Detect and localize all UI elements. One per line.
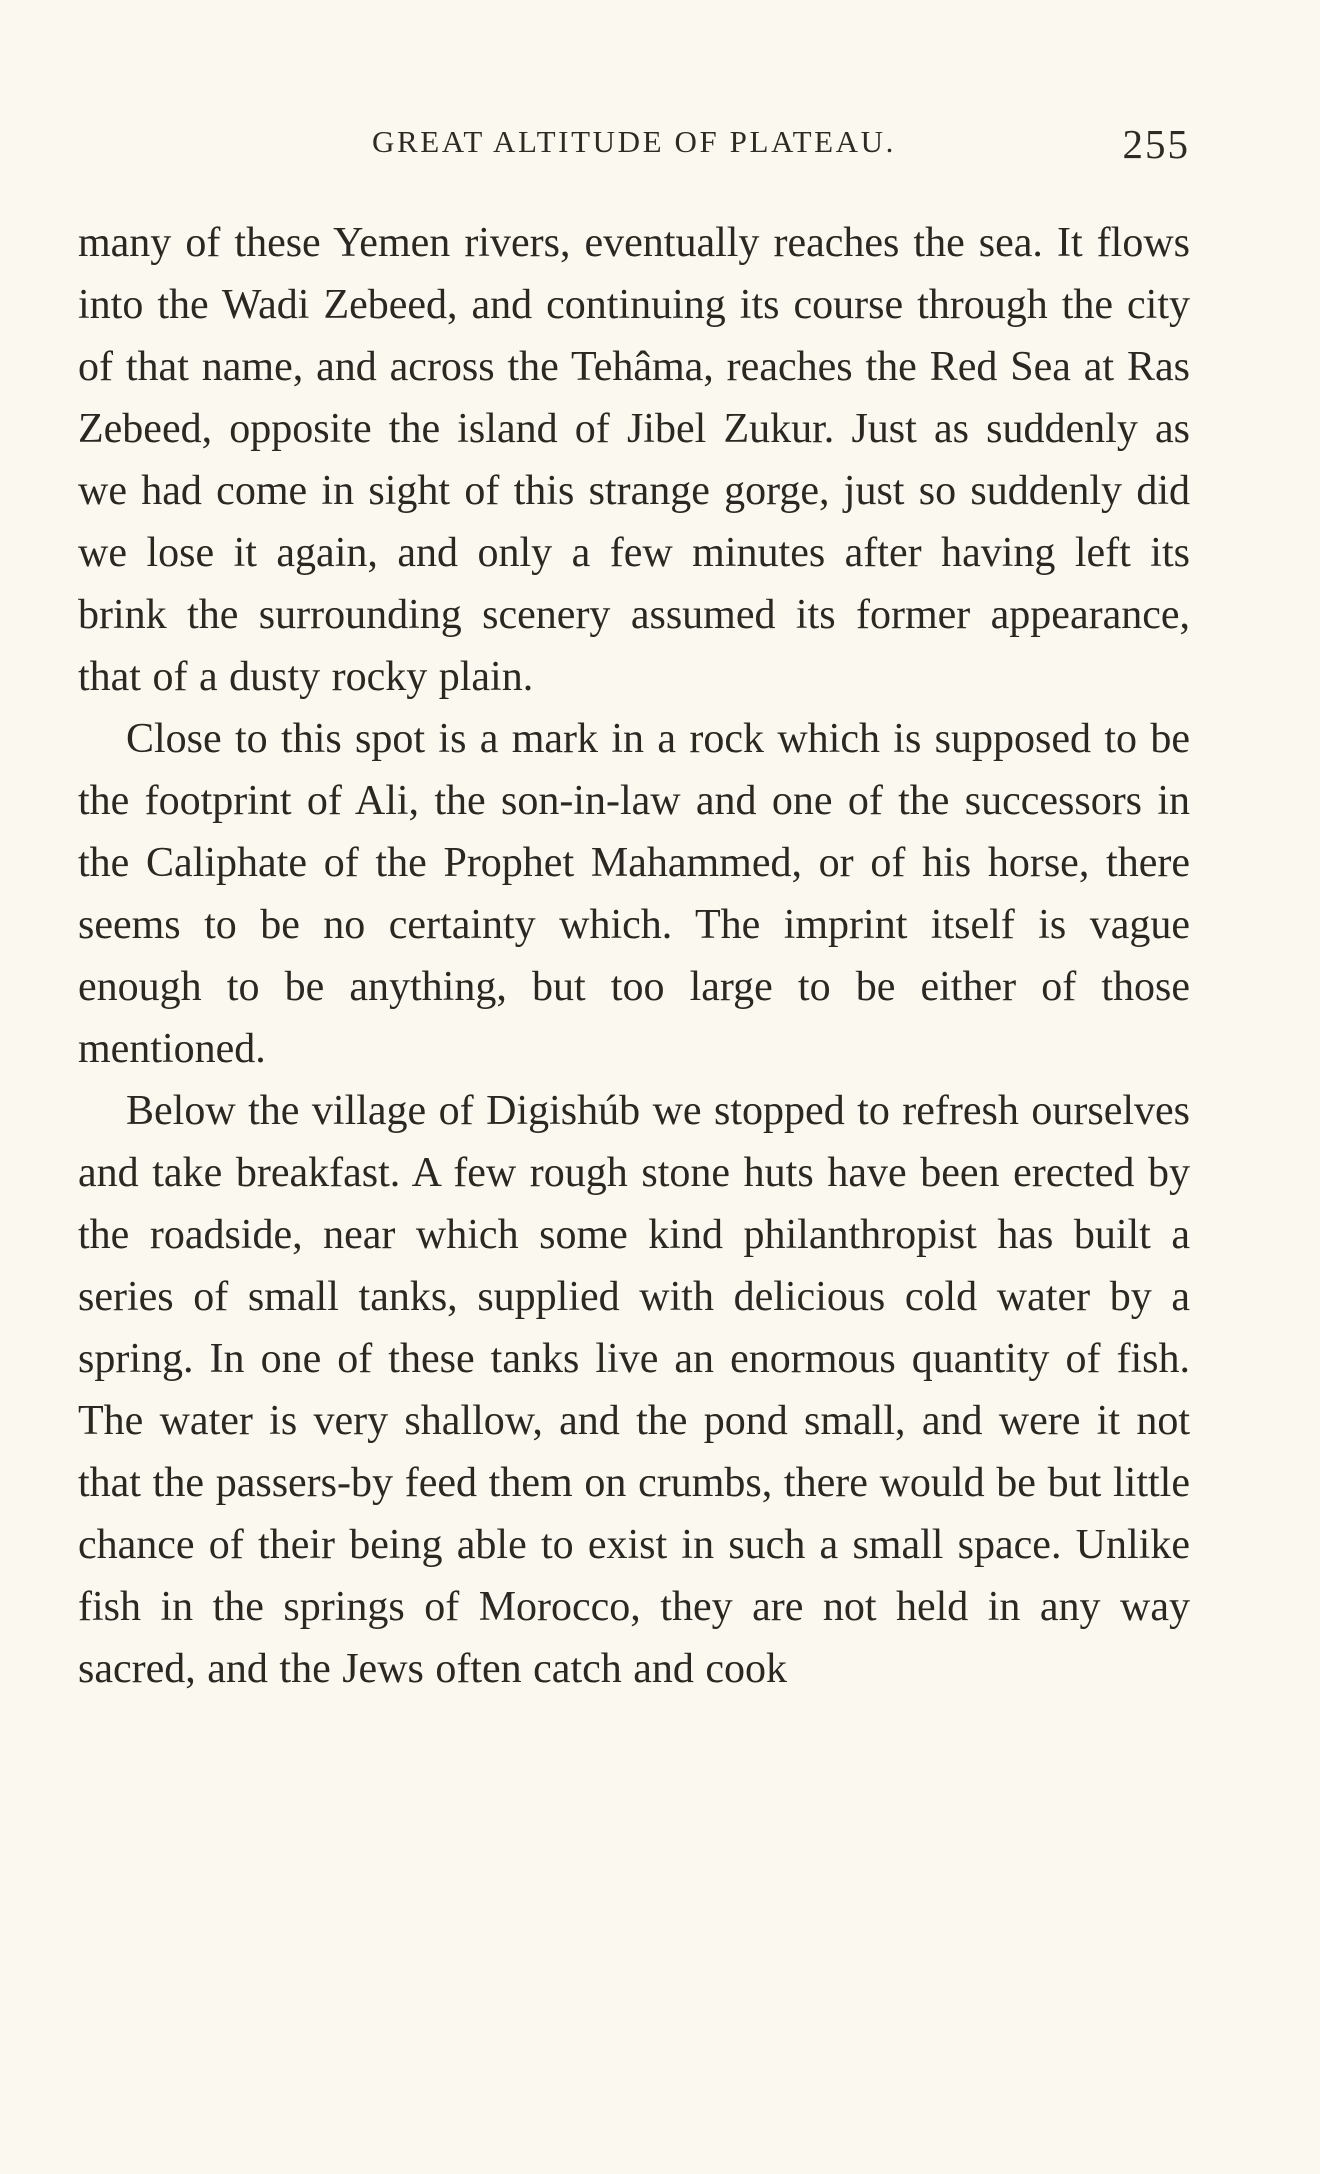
running-title: GREAT ALTITUDE OF PLATEAU. — [371, 124, 896, 159]
body-text — [78, 212, 1190, 1700]
paragraph-footprint-of-ali: Close to this spot is a mark in a rock which is supposed to be the footprint of Ali, the son-in-law and one of the successors in the Caliphate of the Prophet Mahammed, or of his horse, there seems to be no certainty which. The imprint itself is vague enough to be anything, but too large to be either of those mentioned. — [78, 716, 1190, 1072]
paragraph-digishub-fish-tanks: Below the village of Digishúb we stopped to refresh ourselves and take breakfast. A few rough stone huts have been erected by the roadside, near which some kind philanthropist has built a series of small tanks, supplied with delicious cold water by a spring. In one of these tanks live an enormous quantity of fish. The water is very shallow, and the pond small, and were it not that the passers-by feed them on crumbs, there would be but little chance of their being able to exist in such a small space. Unlike fish in the springs of Morocco, they are not held in any way sacred, and the Jews often catch and cook — [78, 1088, 1190, 1692]
page-number: 255 — [1122, 121, 1190, 167]
paragraph-continuation: many of these Yemen rivers, eventually reaches the sea. It flows into the Wadi Zebeed, and continuing its course through the city of that name, and across the Tehâma, reaches the Red Sea at Ras Zebeed, opposite the island of Jibel Zukur. Just as suddenly as we had come in sight of this strange gorge, just so suddenly did we lose it again, and only a few minutes after having left its brink the surrounding scenery assumed its former appearance, that of a dusty rocky plain. — [78, 220, 1190, 700]
running-head — [78, 120, 1190, 170]
